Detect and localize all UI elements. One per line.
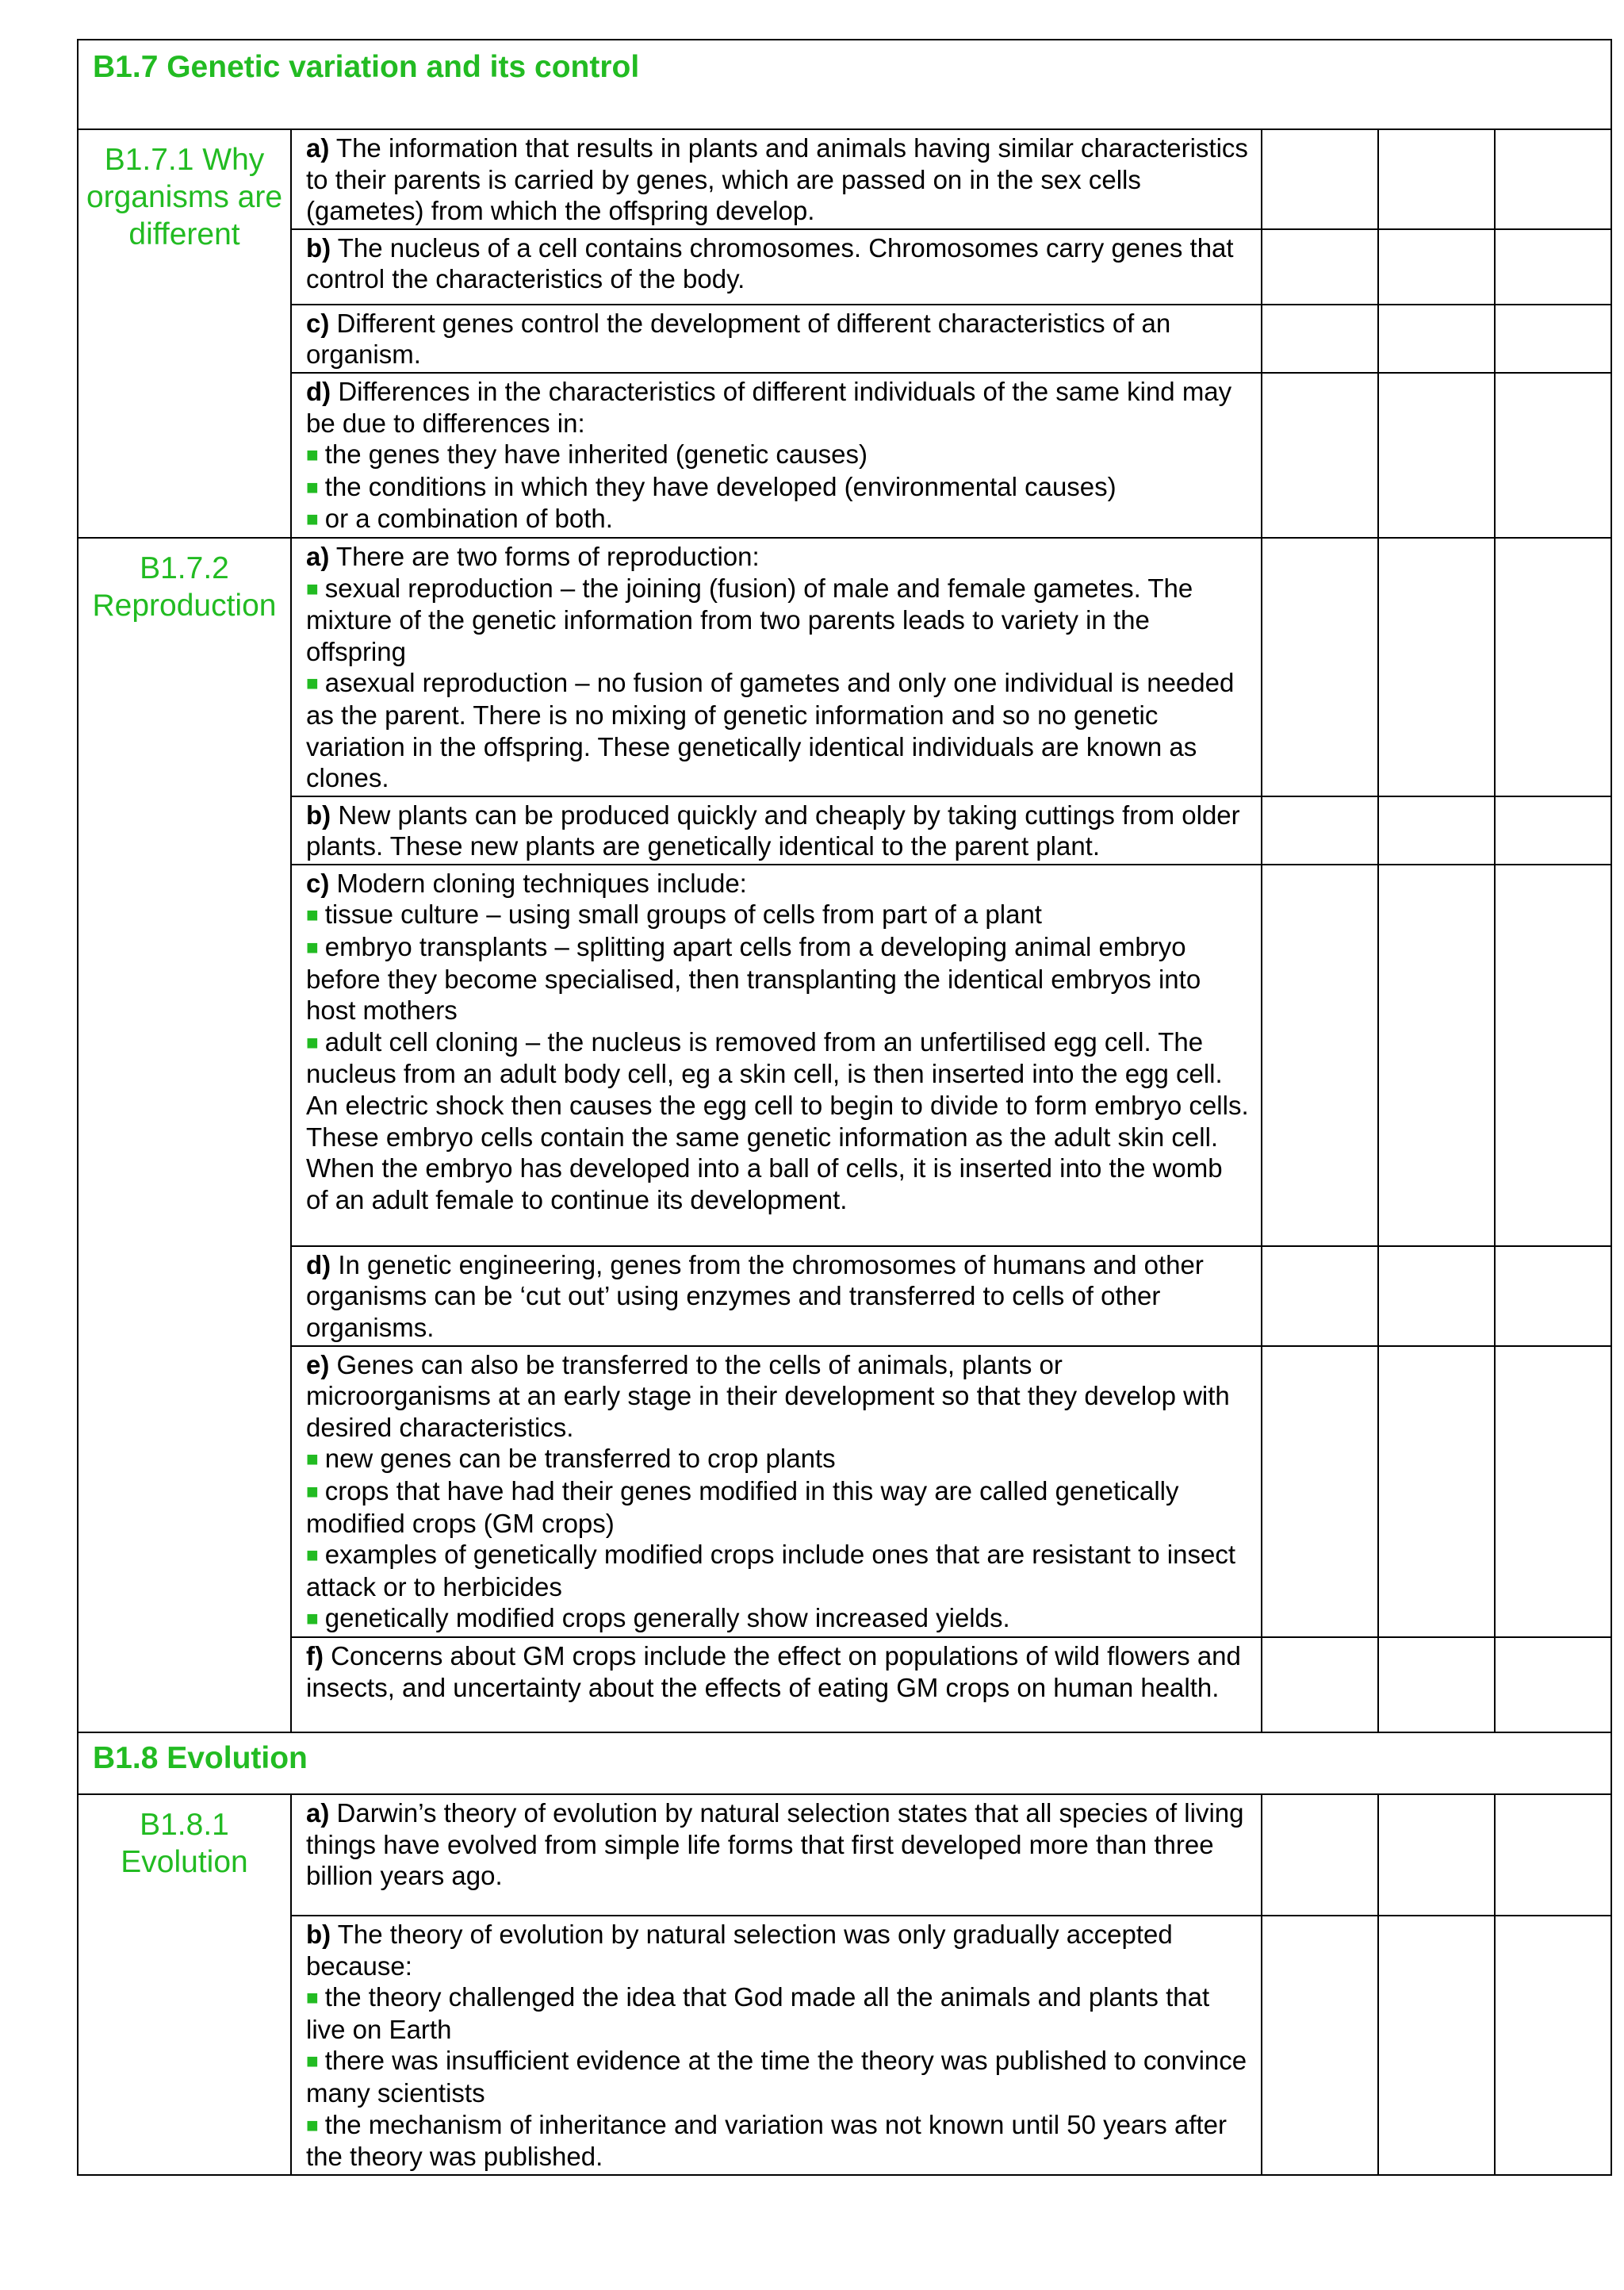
section-header-row xyxy=(78,40,1611,129)
section-title: B1.8 Evolution xyxy=(93,1741,308,1775)
square-bullet-icon: ■ xyxy=(306,474,319,499)
checkbox-cell[interactable] xyxy=(1378,1637,1495,1732)
square-bullet-icon: ■ xyxy=(306,1479,319,1504)
statement-label: d) xyxy=(306,376,331,406)
square-bullet-icon: ■ xyxy=(306,671,319,696)
bullet-item xyxy=(306,1443,1250,1475)
topic-title: B1.7.2 Reproduction xyxy=(92,550,277,623)
statement-label: e) xyxy=(306,1349,330,1379)
section-header-row xyxy=(78,1732,1611,1794)
statement-label: b) xyxy=(306,800,331,830)
table-row xyxy=(78,129,1611,229)
checkbox-cell[interactable] xyxy=(1495,1794,1611,1916)
bullet-text: adult cell cloning – the nucleus is removed from an unfertilised egg cell. The nucleus from an adult body cell, eg a skin cell, is then inserted into the egg cell. An electric shock then causes the egg cell to begin to divide to form embryo cells. xyxy=(306,1026,1249,1121)
checkbox-cell[interactable] xyxy=(1495,796,1611,865)
bullet-text: sexual reproduction – the joining (fusion) of male and female gametes. The mixture of the genetic information from two parents leads to variety in the offspring xyxy=(306,573,1193,666)
bullet-text: tissue culture – using small groups of cells from part of a plant xyxy=(324,900,1042,930)
checkbox-cell[interactable] xyxy=(1378,865,1495,1246)
bullet-item xyxy=(306,1026,1250,1122)
statement-label: a) xyxy=(306,133,330,163)
square-bullet-icon: ■ xyxy=(306,1030,319,1054)
statement-text: In genetic engineering, genes from the chromosomes of humans and other organisms can be ‘cut out’ using enzymes and transferred to cells of other organisms. xyxy=(306,1249,1204,1343)
bullet-item xyxy=(306,439,1250,471)
square-bullet-icon: ■ xyxy=(306,1543,319,1567)
checkbox-cell[interactable] xyxy=(1378,538,1495,796)
table-row xyxy=(78,1346,1611,1637)
checkbox-cell[interactable] xyxy=(1495,373,1611,538)
statement-text: Darwin’s theory of evolution by natural selection states that all species of living things have evolved from simple life forms that first developed more than three billion years ago. xyxy=(306,1798,1244,1891)
checkbox-cell[interactable] xyxy=(1262,865,1378,1246)
statement-text: Concerns about GM crops include the effect on populations of wild flowers and insects, and uncertainty about the effects of eating GM crops on human health. xyxy=(306,1641,1241,1702)
statement-cell xyxy=(291,129,1262,229)
square-bullet-icon: ■ xyxy=(306,507,319,531)
bullet-item xyxy=(306,503,1250,535)
bullet-text: examples of genetically modified crops include ones that are resistant to insect attack or to herbicides xyxy=(306,1540,1235,1601)
checkbox-cell[interactable] xyxy=(1378,1794,1495,1916)
checkbox-cell[interactable] xyxy=(1495,865,1611,1246)
checkbox-cell[interactable] xyxy=(1495,1637,1611,1732)
statement-cell xyxy=(291,1346,1262,1637)
square-bullet-icon: ■ xyxy=(306,443,319,467)
square-bullet-icon: ■ xyxy=(306,2049,319,2073)
bullet-item xyxy=(306,471,1250,504)
bullet-text: the genes they have inherited (genetic causes) xyxy=(324,439,868,470)
topic-title: B1.8.1 Evolution xyxy=(121,1808,248,1879)
square-bullet-icon: ■ xyxy=(306,1985,319,2010)
statement-text: Differences in the characteristics of different individuals of the same kind may be due to differences in: xyxy=(306,376,1232,438)
bullet-item xyxy=(306,1539,1250,1602)
checkbox-cell[interactable] xyxy=(1495,1346,1611,1637)
bullet-item xyxy=(306,1602,1250,1635)
checkbox-cell[interactable] xyxy=(1495,538,1611,796)
bullet-text: asexual reproduction – no fusion of gametes and only one individual is needed as the parent. There is no mixing of genetic information and so no genetic variation in the offspring. These genetically identical individuals are known as clones. xyxy=(306,668,1235,793)
statement-text: The nucleus of a cell contains chromosomes. Chromosomes carry genes that control the characteristics of the body. xyxy=(306,232,1234,294)
statement-text: Modern cloning techniques include: xyxy=(336,868,747,898)
section-title: B1.7 Genetic variation and its control xyxy=(93,50,640,84)
square-bullet-icon: ■ xyxy=(306,903,319,927)
square-bullet-icon: ■ xyxy=(306,1447,319,1471)
table-row xyxy=(78,1246,1611,1346)
statement-label: b) xyxy=(306,232,331,263)
checkbox-cell[interactable] xyxy=(1262,1637,1378,1732)
statement-label: d) xyxy=(306,1249,331,1279)
topic-cell xyxy=(78,538,291,1732)
table-row xyxy=(78,865,1611,1246)
bullet-item xyxy=(306,899,1250,931)
checkbox-cell[interactable] xyxy=(1378,1246,1495,1346)
table-row xyxy=(78,538,1611,796)
table-row xyxy=(78,1637,1611,1732)
statement-cell xyxy=(291,305,1262,373)
statement-cell xyxy=(291,865,1262,1246)
checkbox-cell[interactable] xyxy=(1378,305,1495,373)
checkbox-cell[interactable] xyxy=(1495,1246,1611,1346)
specification-table xyxy=(77,39,1612,2176)
checkbox-cell[interactable] xyxy=(1495,129,1611,229)
statement-cell xyxy=(291,1246,1262,1346)
checkbox-cell[interactable] xyxy=(1262,538,1378,796)
bullet-item xyxy=(306,1981,1250,2045)
statement-text: The information that results in plants and animals having similar characteristics to their parents is carried by genes, which are passed on in the sex cells (gametes) from which the offspring develop. xyxy=(306,133,1248,226)
bullet-text: there was insufficient evidence at the time the theory was published to convince many scientists xyxy=(306,2046,1247,2108)
bullet-item xyxy=(306,573,1250,668)
statement-text: New plants can be produced quickly and cheaply by taking cuttings from older plants. These new plants are genetically identical to the parent plant. xyxy=(306,800,1240,861)
checkbox-cell[interactable] xyxy=(1378,1346,1495,1637)
table-row xyxy=(78,1794,1611,1916)
checkbox-cell[interactable] xyxy=(1262,305,1378,373)
statement-cell xyxy=(291,1916,1262,2175)
bullet-item xyxy=(306,931,1250,1026)
checkbox-cell[interactable] xyxy=(1262,1246,1378,1346)
checkbox-cell[interactable] xyxy=(1378,373,1495,538)
statement-cell xyxy=(291,538,1262,796)
checkbox-cell[interactable] xyxy=(1495,1916,1611,2175)
topic-title: B1.7.1 Why organisms are different xyxy=(86,143,283,251)
bullet-text: embryo transplants – splitting apart cells from a developing animal embryo before they become specialised, then transplanting the identical embryos into host mothers xyxy=(306,932,1201,1026)
table-row xyxy=(78,373,1611,538)
statement-label: f) xyxy=(306,1641,324,1671)
statement-label: c) xyxy=(306,868,330,898)
statement-cell xyxy=(291,796,1262,865)
table-row xyxy=(78,229,1611,305)
bullet-item xyxy=(306,2045,1250,2108)
statement-cell xyxy=(291,1637,1262,1732)
checkbox-cell[interactable] xyxy=(1378,229,1495,305)
bullet-item xyxy=(306,1475,1250,1539)
bullet-text: or a combination of both. xyxy=(324,504,613,534)
square-bullet-icon: ■ xyxy=(306,1606,319,1631)
checkbox-cell[interactable] xyxy=(1262,1794,1378,1916)
statement-cell xyxy=(291,373,1262,538)
checkbox-cell[interactable] xyxy=(1495,305,1611,373)
statement-cell xyxy=(291,229,1262,305)
topic-cell xyxy=(78,1794,291,2175)
statement-continuation: These embryo cells contain the same genetic information as the adult skin cell. When the embryo has developed into a ball of cells, it is inserted into the womb of an adult female to continue its development. xyxy=(306,1122,1223,1214)
checkbox-cell[interactable] xyxy=(1495,229,1611,305)
checkbox-cell[interactable] xyxy=(1262,229,1378,305)
statement-label: a) xyxy=(306,541,330,571)
section-header-cell xyxy=(78,40,1611,129)
checkbox-cell[interactable] xyxy=(1378,129,1495,229)
bullet-text: genetically modified crops generally show increased yields. xyxy=(324,1603,1010,1633)
statement-text: The theory of evolution by natural selection was only gradually accepted because: xyxy=(306,1920,1173,1981)
bullet-item xyxy=(306,2109,1250,2173)
statement-cell xyxy=(291,1794,1262,1916)
checkbox-cell[interactable] xyxy=(1262,1346,1378,1637)
checkbox-cell[interactable] xyxy=(1378,1916,1495,2175)
square-bullet-icon: ■ xyxy=(306,576,319,600)
statement-label: b) xyxy=(306,1920,331,1949)
statement-label: c) xyxy=(306,308,330,338)
bullet-text: the conditions in which they have developed (environmental causes) xyxy=(324,471,1116,501)
statement-text: Different genes control the development of different characteristics of an organism. xyxy=(306,308,1171,370)
bullet-text: the mechanism of inheritance and variation was not known until 50 years after the theory was published. xyxy=(306,2109,1228,2172)
checkbox-cell[interactable] xyxy=(1262,1916,1378,2175)
checkbox-cell[interactable] xyxy=(1262,129,1378,229)
bullet-item xyxy=(306,667,1250,793)
topic-cell xyxy=(78,129,291,538)
statement-label: a) xyxy=(306,1798,330,1828)
square-bullet-icon: ■ xyxy=(306,2112,319,2137)
bullet-text: crops that have had their genes modified in this way are called genetically modified crops (GM crops) xyxy=(306,1476,1179,1538)
square-bullet-icon: ■ xyxy=(306,935,319,960)
bullet-text: new genes can be transferred to crop plants xyxy=(324,1444,836,1474)
table-row xyxy=(78,796,1611,865)
checkbox-cell[interactable] xyxy=(1262,373,1378,538)
checkbox-cell[interactable] xyxy=(1378,796,1495,865)
checkbox-cell[interactable] xyxy=(1262,796,1378,865)
statement-text: Genes can also be transferred to the cells of animals, plants or microorganisms at an early stage in their development so that they develop with desired characteristics. xyxy=(306,1349,1230,1442)
statement-text: There are two forms of reproduction: xyxy=(335,541,760,571)
bullet-text: the theory challenged the idea that God made all the animals and plants that live on Earth xyxy=(306,1982,1210,2044)
table-row xyxy=(78,1916,1611,2175)
table-row xyxy=(78,305,1611,373)
specification-document xyxy=(77,39,1611,2176)
section-header-cell xyxy=(78,1732,1611,1794)
